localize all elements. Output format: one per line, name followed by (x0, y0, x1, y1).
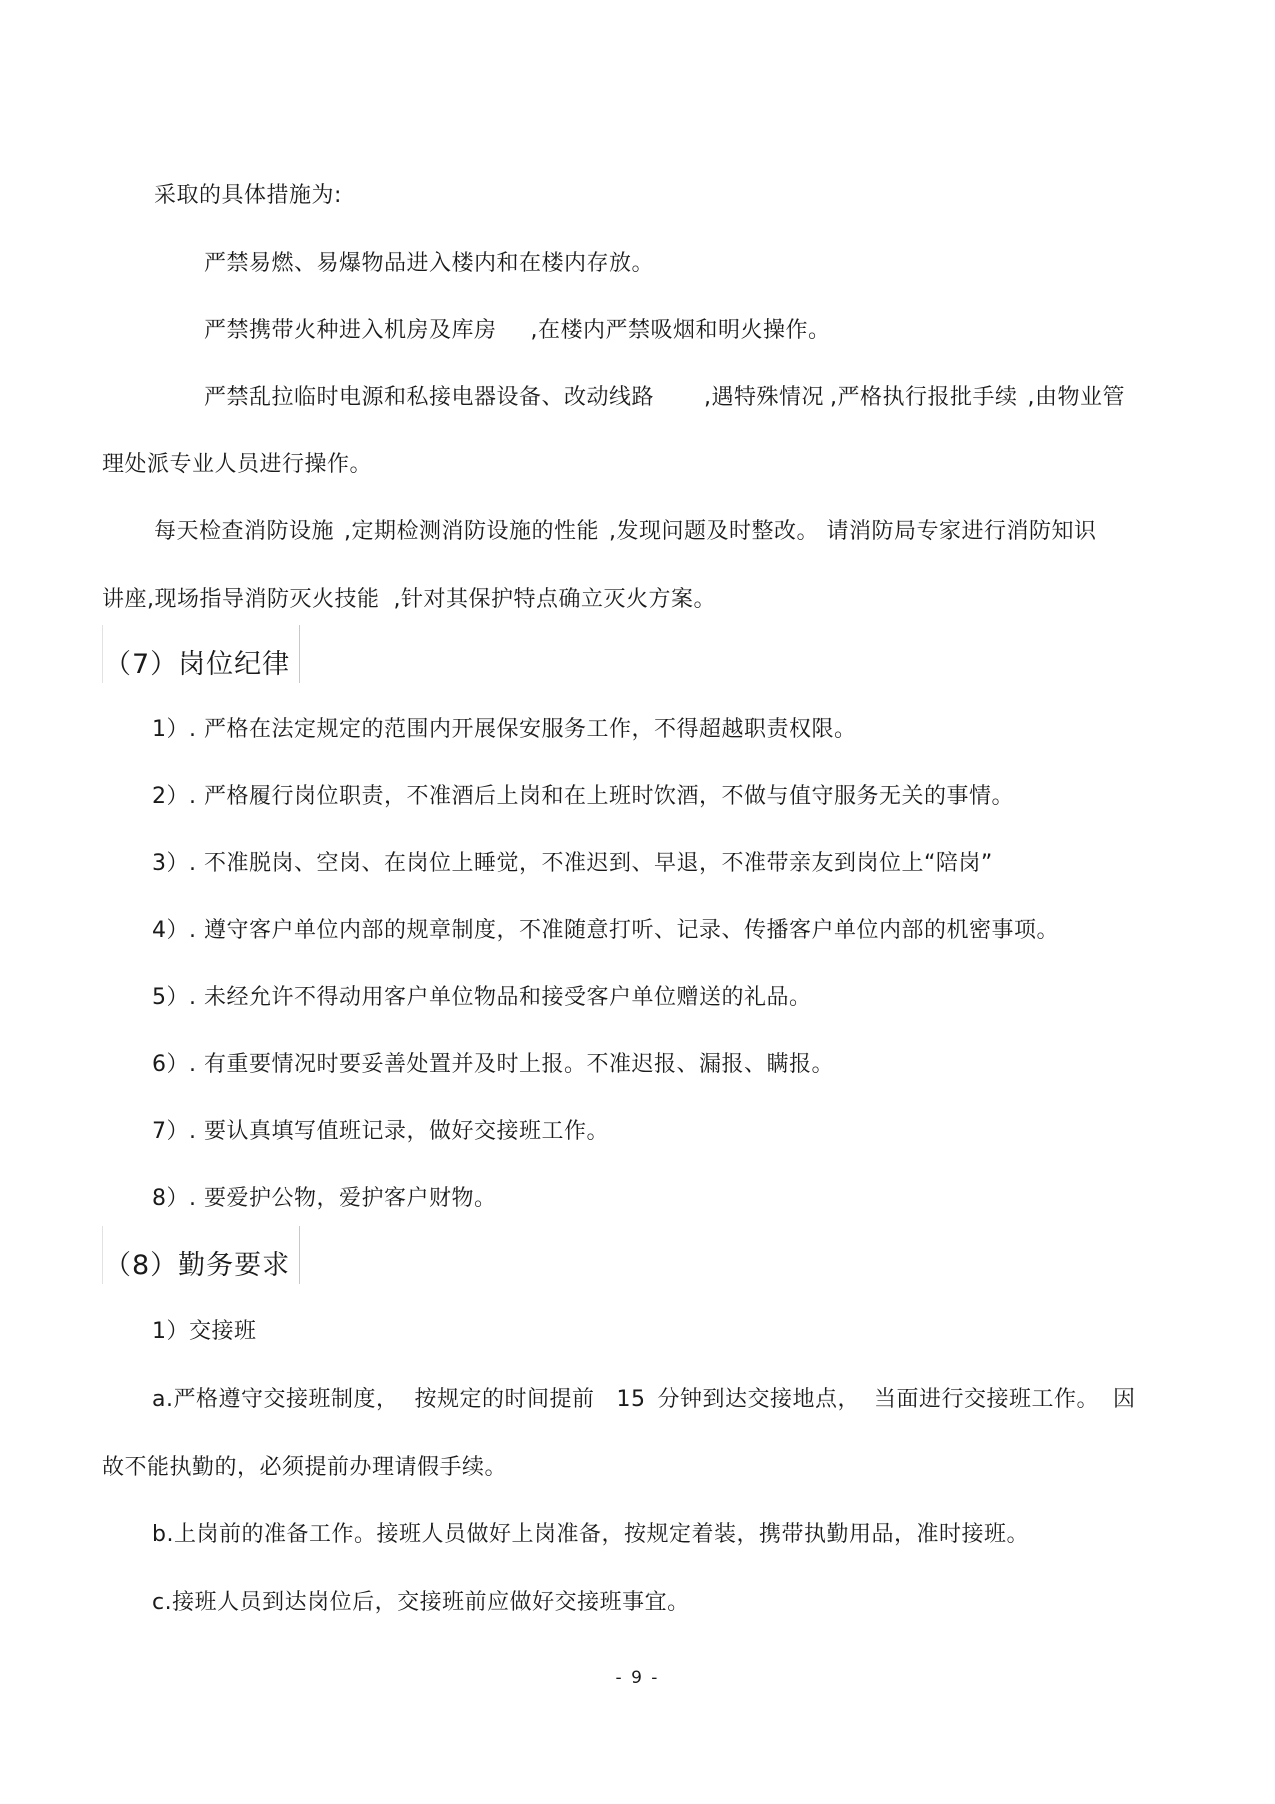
item-a-part-4: 分钟到达交接地点， (657, 1387, 861, 1412)
measures-intro: 采取的具体措施为: (154, 183, 342, 208)
daily-line-1-part-3: ,发现问题及时整改。 请消防局专家进行消防知识 (609, 519, 1097, 544)
item-a-part-2: 按规定的时间提前 (414, 1387, 595, 1412)
measure-line-3-part-3: ,严格执行报批手续 (830, 385, 1018, 410)
item-a-part-3: 15 (616, 1387, 646, 1412)
measure-line-2-part-1: 严禁携带火种进入机房及库房 (204, 318, 497, 343)
daily-line-2-part-1: 讲座,现场指导消防灭火技能 (102, 587, 380, 612)
measure-line-3-part-1: 严禁乱拉临时电源和私接电器设备、改动线路 (204, 385, 655, 410)
section-7-item-1: 1）. 严格在法定规定的范围内开展保安服务工作，不得超越职责权限。 (152, 717, 857, 742)
section-7-item-4: 4）. 遵守客户单位内部的规章制度，不准随意打听、记录、传播客户单位内部的机密事项。 (152, 918, 1059, 943)
section-7-title: （7）岗位纪律 (104, 649, 291, 680)
measure-line-1: 严禁易燃、易爆物品进入楼内和在楼内存放。 (204, 251, 655, 276)
section-8-sub-1: 1）交接班 (152, 1319, 257, 1344)
section-7-item-8: 8）. 要爱护公物，爱护客户财物。 (152, 1186, 497, 1211)
measure-line-2-part-2: ,在楼内严禁吸烟和明火操作。 (530, 318, 831, 343)
measure-line-3-part-2: ,遇特殊情况 (704, 385, 825, 410)
section-8-item-b: b.上岗前的准备工作。接班人员做好上岗准备，按规定着装，携带执勤用品，准时接班。 (152, 1522, 1029, 1547)
item-a-part-1: a.严格遵守交接班制度， (152, 1387, 399, 1412)
measure-line-3-part-4: ,由物业管 (1027, 385, 1126, 410)
measure-line-3 (204, 384, 1125, 412)
section-7-item-7: 7）. 要认真填写值班记录，做好交接班工作。 (152, 1119, 609, 1144)
daily-line-1 (154, 518, 1097, 546)
section-8-title: （8）勤务要求 (104, 1250, 291, 1281)
item-a-part-6: 因 (1113, 1387, 1136, 1412)
section-8-item-a (152, 1386, 1136, 1414)
daily-line-2 (102, 586, 716, 614)
section-8-item-a-cont: 故不能执勤的，必须提前办理请假手续。 (102, 1455, 508, 1480)
page-number: - 9 - (615, 1668, 660, 1688)
section-7-item-2: 2）. 严格履行岗位职责，不准酒后上岗和在上班时饮酒，不做与值守服务无关的事情。 (152, 784, 1014, 809)
daily-line-2-part-2: ,针对其保护特点确立灭火方案。 (393, 587, 716, 612)
measure-line-2 (204, 317, 831, 345)
item-a-part-5: 当面进行交接班工作。 (874, 1387, 1100, 1412)
section-7-item-5: 5）. 未经允许不得动用客户单位物品和接受客户单位赠送的礼品。 (152, 985, 812, 1010)
section-7-item-3: 3）. 不准脱岗、空岗、在岗位上睡觉，不准迟到、早退，不准带亲友到岗位上“陪岗” (152, 851, 993, 876)
section-8-item-c: c.接班人员到达岗位后，交接班前应做好交接班事宜。 (152, 1590, 690, 1615)
measure-line-3-cont: 理处派专业人员进行操作。 (102, 452, 373, 477)
daily-line-1-part-2: ,定期检测消防设施的性能 (344, 519, 600, 544)
daily-line-1-part-1: 每天检查消防设施 (154, 519, 335, 544)
section-7-item-6: 6）. 有重要情况时要妥善处置并及时上报。不准迟报、漏报、瞒报。 (152, 1052, 834, 1077)
